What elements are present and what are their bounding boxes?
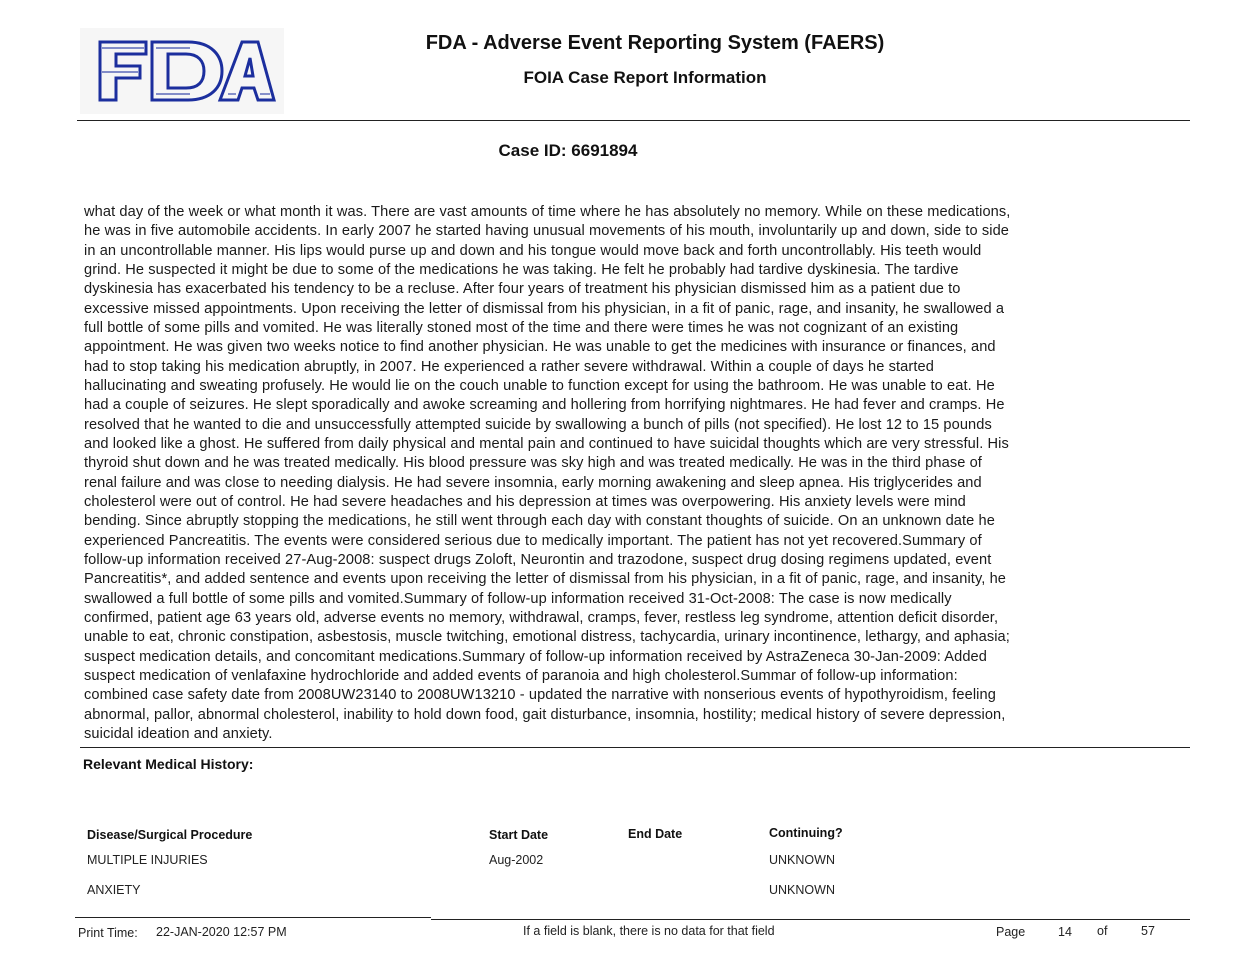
header-divider xyxy=(77,120,1190,121)
page-of-label: of xyxy=(1097,924,1108,938)
narrative-line: appointment. He was given two weeks notice to find another physician. He was unable to get the medicines with insurance or finances, and xyxy=(84,339,996,356)
table-cell-disease: MULTIPLE INJURIES xyxy=(87,853,208,867)
report-title: FDA - Adverse Event Reporting System (FAERS) xyxy=(425,32,885,54)
print-time-label: Print Time: xyxy=(78,926,138,940)
narrative-line: suspect medication details, and concomitant medications.Summary of follow-up information received by AstraZeneca 30-Jan-2009: Added xyxy=(84,648,987,665)
col-header-disease: Disease/Surgical Procedure xyxy=(87,828,253,842)
narrative-line: thyroid shut down and he was treated medically. His blood pressure was sky high and was treated medically. He was in the third phase of xyxy=(84,455,982,472)
narrative-line: excessive missed appointments. Upon receiving the letter of dismissal from his physician, in a fit of panic, rage, and insanity, he swallowed a xyxy=(84,300,1005,317)
footer-divider-right xyxy=(431,919,1190,920)
col-header-continuing: Continuing? xyxy=(769,826,843,840)
blank-field-note: If a field is blank, there is no data for that field xyxy=(523,924,775,938)
table-cell-disease: ANXIETY xyxy=(87,883,141,897)
narrative-line: swallowed a full bottle of some pills and vomited.Summary of follow-up information received 31-Oct-2008: The case is now medically xyxy=(84,590,952,607)
narrative-line: and looked like a ghost. He suffered from daily physical and mental pain and continued to have suicidal thoughts which are very stressful. His xyxy=(84,435,1009,452)
narrative-line: renal failure and was close to needing dialysis. He had severe insomnia, early morning awakening and sleep apnea. His triglycerides and xyxy=(84,474,982,491)
narrative-line: in an uncontrollable manner. His lips would purse up and down and his tongue would move back and forth uncontrollably. His teeth would xyxy=(84,242,982,259)
fda-logo xyxy=(80,28,284,114)
table-cell-continuing: UNKNOWN xyxy=(769,853,835,867)
narrative-line: bending. Since abruptly stopping the medications, he still went through each day with constant thoughts of suicide. On an unknown date he xyxy=(84,513,995,530)
col-header-end-date: End Date xyxy=(628,827,683,841)
narrative-line: confirmed, patient age 63 years old, adverse events no memory, withdrawal, cramps, fever, restless leg syndrome, attention deficit disorder, xyxy=(84,609,999,626)
table-cell-start-date: Aug-2002 xyxy=(489,853,544,867)
narrative-line: suicidal ideation and anxiety. xyxy=(84,725,273,742)
narrative-line: combined case safety date from 2008UW23140 to 2008UW13210 - updated the narrative with nonserious events of hypothyroidism, feeling xyxy=(84,687,996,704)
narrative-line: what day of the week or what month it was. There are vast amounts of time where he has absolutely no memory. While on these medications, xyxy=(84,204,1011,220)
narrative-line: had a couple of seizures. He slept sporadically and awoke screaming and hollering from horrifying nightmares. He had fever and cramps. He xyxy=(84,397,1005,414)
narrative-line: experienced Pancreatitis. The events were considered serious due to medically important. The patient has not yet recovered.Summary of xyxy=(84,532,982,549)
narrative-divider xyxy=(80,747,1190,748)
narrative-line: grind. He suspected it might be due to some of the medications he was taking. He felt he probably had tardive dyskinesia. The tardive xyxy=(84,261,959,278)
medical-history-heading: Relevant Medical History: xyxy=(83,756,254,772)
narrative-line: Pancreatitis*, and added sentence and events upon receiving the letter of dismissal from his physician, in a fit of panic, rage, and insanity, he xyxy=(84,571,1006,588)
narrative-line: had to stop taking his medication abruptly, in 2007. He experienced a rather severe withdrawal. Within a couple of days he started xyxy=(84,358,934,375)
footer-divider-left xyxy=(75,917,431,918)
narrative-line: abnormal, pallor, abnormal cholesterol, inability to hold down food, gait disturbance, insomnia, hostility; medical history of severe depression, xyxy=(84,706,1006,723)
page-label: Page xyxy=(996,925,1026,939)
narrative-line: he was in five automobile accidents. In early 2007 he started having unusual movements of his mouth, involuntarily up and down, side to side xyxy=(84,223,1010,240)
narrative-line: resolved that he wanted to die and unsuccessfully attempted suicide by swallowing a bunch of pills (not specified). He lost 12 to 15 pounds xyxy=(84,416,992,433)
case-id: Case ID: 6691894 xyxy=(498,141,638,160)
print-time-value: 22-JAN-2020 12:57 PM xyxy=(156,925,287,939)
narrative-line: follow-up information received 27-Aug-2008: suspect drugs Zoloft, Neurontin and trazodone, suspect drug dosing regimens updated, event xyxy=(84,551,992,568)
page-total: 57 xyxy=(1141,924,1155,938)
narrative-line: full bottle of some pills and vomited. He was literally stoned most of the time and there were times he was not cognizant of an existing xyxy=(84,319,959,336)
narrative-line: unable to eat, chronic constipation, asbestosis, muscle twitching, emotional distress, tachycardia, urinary incontinence, lethargy, and aphasia; xyxy=(84,629,1010,646)
narrative-line: cholesterol were out of control. He had severe headaches and his depression at times was overpowering. His anxiety levels were mind xyxy=(84,493,966,510)
page-number: 14 xyxy=(1058,925,1072,939)
narrative-line: dyskinesia has exacerbated his tendency to be a recluse. After four years of treatment his physician dismissed him as a patient due to xyxy=(84,281,961,298)
report-subtitle: FOIA Case Report Information xyxy=(523,68,767,87)
col-header-start-date: Start Date xyxy=(489,828,549,842)
narrative-line: suspect medication of venlafaxine hydrochloride and added events of paranoia and high cholesterol.Summar of follow-up information: xyxy=(84,667,958,684)
narrative-line: hallucinating and sweating profusely. He would lie on the couch unable to function except for using the bathroom. He was unable to eat. He xyxy=(84,377,995,394)
case-narrative xyxy=(84,203,1174,744)
table-cell-continuing: UNKNOWN xyxy=(769,883,835,897)
